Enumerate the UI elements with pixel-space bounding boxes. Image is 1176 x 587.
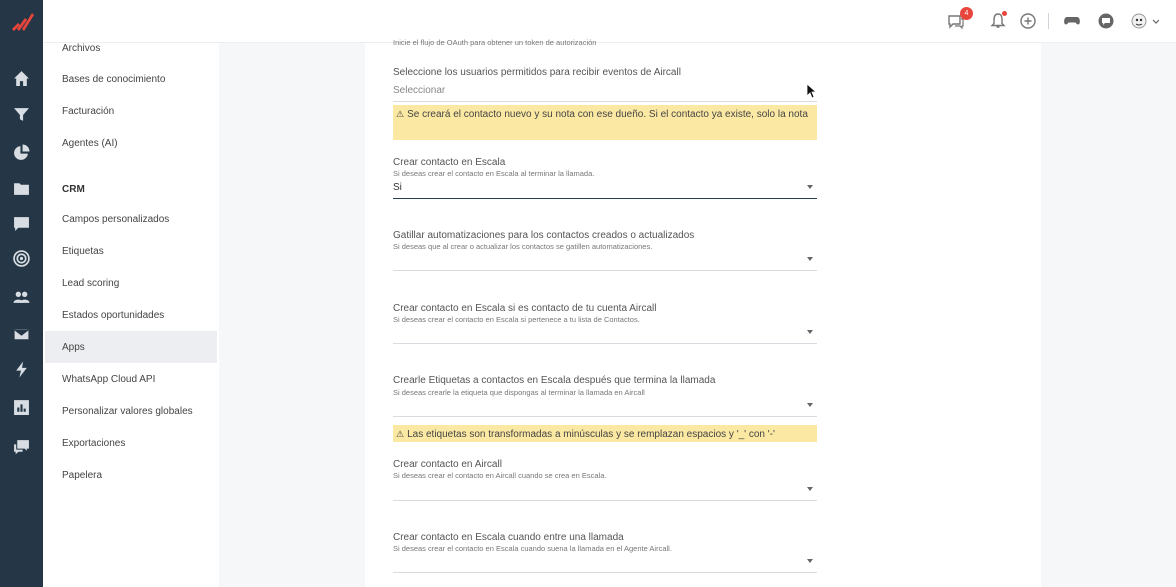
warning-icon: ⚠	[396, 109, 405, 119]
crear-etiquetas-select[interactable]	[393, 395, 817, 417]
field-label: Crearle Etiquetas a contactos en Escala después que termina la llamada	[393, 375, 716, 386]
message-icon[interactable]	[11, 213, 32, 234]
gamepad-icon[interactable]	[1061, 10, 1083, 32]
pie-chart-icon[interactable]	[11, 142, 32, 163]
sidebar-item-archivos[interactable]: Archivos	[62, 42, 101, 54]
crear-contacto-aircall-select[interactable]	[393, 479, 817, 501]
field-help: Si deseas crear el contacto en Escala al terminar la llamada.	[393, 169, 595, 178]
add-circle-icon[interactable]	[1017, 10, 1039, 32]
oauth-help-text: Inicie el flujo de OAuth para obtener un token de autorización	[393, 38, 597, 47]
chevron-down-icon	[807, 330, 813, 334]
bell-icon[interactable]	[987, 10, 1009, 32]
sidebar-item-etiquetas[interactable]: Etiquetas	[62, 245, 104, 257]
sidebar-section-crm: CRM	[62, 184, 85, 195]
mail-icon[interactable]	[11, 324, 32, 345]
reports-icon[interactable]	[11, 397, 32, 418]
sidebar-item-lead-scoring[interactable]: Lead scoring	[62, 277, 120, 289]
notification-dot	[1002, 11, 1007, 16]
sidebar-item-apps[interactable]: Apps	[45, 331, 217, 363]
funnel-icon[interactable]	[11, 104, 32, 125]
owner-warning: ⚠ Se creará el contacto nuevo y su nota con ese dueño. Si el contacto ya existe, solo la nota	[393, 105, 817, 140]
sidebar-item-facturacion[interactable]: Facturación	[62, 105, 115, 117]
lightning-icon[interactable]	[11, 359, 32, 380]
field-label: Gatillar automatizaciones para los contactos creados o actualizados	[393, 230, 695, 241]
field-help: Si deseas crearle la etiqueta que dispongas al terminar la llamada en Aircall	[393, 388, 645, 397]
gatillar-automatizaciones-select[interactable]	[393, 249, 817, 271]
users-select[interactable]	[393, 80, 817, 102]
chevron-down-icon	[807, 487, 813, 491]
home-icon[interactable]	[11, 68, 32, 89]
support-chat-icon[interactable]	[1095, 10, 1117, 32]
app-rail	[0, 0, 43, 587]
messages-badge: 4	[960, 7, 973, 20]
sidebar-item-agentes-ai[interactable]: Agentes (AI)	[62, 137, 118, 149]
field-label: Crear contacto en Aircall	[393, 459, 502, 470]
chevron-down-icon	[807, 403, 813, 407]
warning-icon: ⚠	[396, 429, 405, 439]
escala-logo[interactable]	[10, 10, 34, 32]
field-label: Crear contacto en Escala si es contacto de tu cuenta Aircall	[393, 303, 657, 314]
select-value: Si	[393, 182, 402, 193]
field-help: Si deseas crear el contacto en Aircall cuando se crea en Escala.	[393, 471, 607, 480]
user-avatar[interactable]	[1127, 10, 1161, 32]
field-help: Si deseas crear el contacto en Escala cuando suena la llamada en el Agente Aircall.	[393, 544, 672, 553]
crear-contacto-entrante-select[interactable]	[393, 551, 817, 573]
sidebar-item-bases-conocimiento[interactable]: Bases de conocimiento	[62, 73, 166, 85]
mouse-cursor-icon	[806, 83, 816, 99]
aircall-settings-form	[365, 38, 1041, 587]
chevron-down-icon	[807, 257, 813, 261]
sidebar-item-campos-personalizados[interactable]: Campos personalizados	[62, 213, 170, 225]
chevron-down-icon	[807, 559, 813, 563]
sidebar-item-exportaciones[interactable]: Exportaciones	[62, 437, 126, 449]
messages-icon[interactable]	[945, 10, 967, 32]
settings-sidebar	[43, 43, 219, 587]
sidebar-item-estados-oportunidades[interactable]: Estados oportunidades	[62, 309, 165, 321]
sidebar-item-personalizar-valores[interactable]: Personalizar valores globales	[62, 405, 193, 417]
sidebar-item-whatsapp-cloud-api[interactable]: WhatsApp Cloud API	[62, 373, 156, 385]
field-label: Crear contacto en Escala cuando entre una llamada	[393, 532, 624, 543]
folder-icon[interactable]	[11, 178, 32, 199]
field-help: Si deseas que al crear o actualizar los contactos se gatillen automatizaciones.	[393, 242, 653, 251]
crear-contacto-escala-select[interactable]	[393, 177, 817, 199]
chat-icon[interactable]	[11, 437, 32, 458]
users-label: Seleccione los usuarios permitidos para recibir eventos de Aircall	[393, 67, 681, 78]
topbar-separator	[1048, 13, 1049, 29]
chevron-down-icon	[807, 185, 813, 189]
main-content	[219, 38, 1176, 587]
users-select-placeholder: Seleccionar	[393, 85, 446, 96]
tags-warning: ⚠ Las etiquetas son transformadas a minúsculas y se remplazan espacios y '_' con '-'	[393, 425, 817, 442]
field-help: Si deseas crear el contacto en Escala si pertenece a tu lista de Contactos.	[393, 315, 640, 324]
contacts-icon[interactable]	[11, 287, 32, 308]
target-icon[interactable]	[11, 248, 32, 269]
crear-contacto-cuenta-aircall-select[interactable]	[393, 322, 817, 344]
sidebar-item-papelera[interactable]: Papelera	[62, 469, 103, 481]
field-label: Crear contacto en Escala	[393, 157, 506, 168]
